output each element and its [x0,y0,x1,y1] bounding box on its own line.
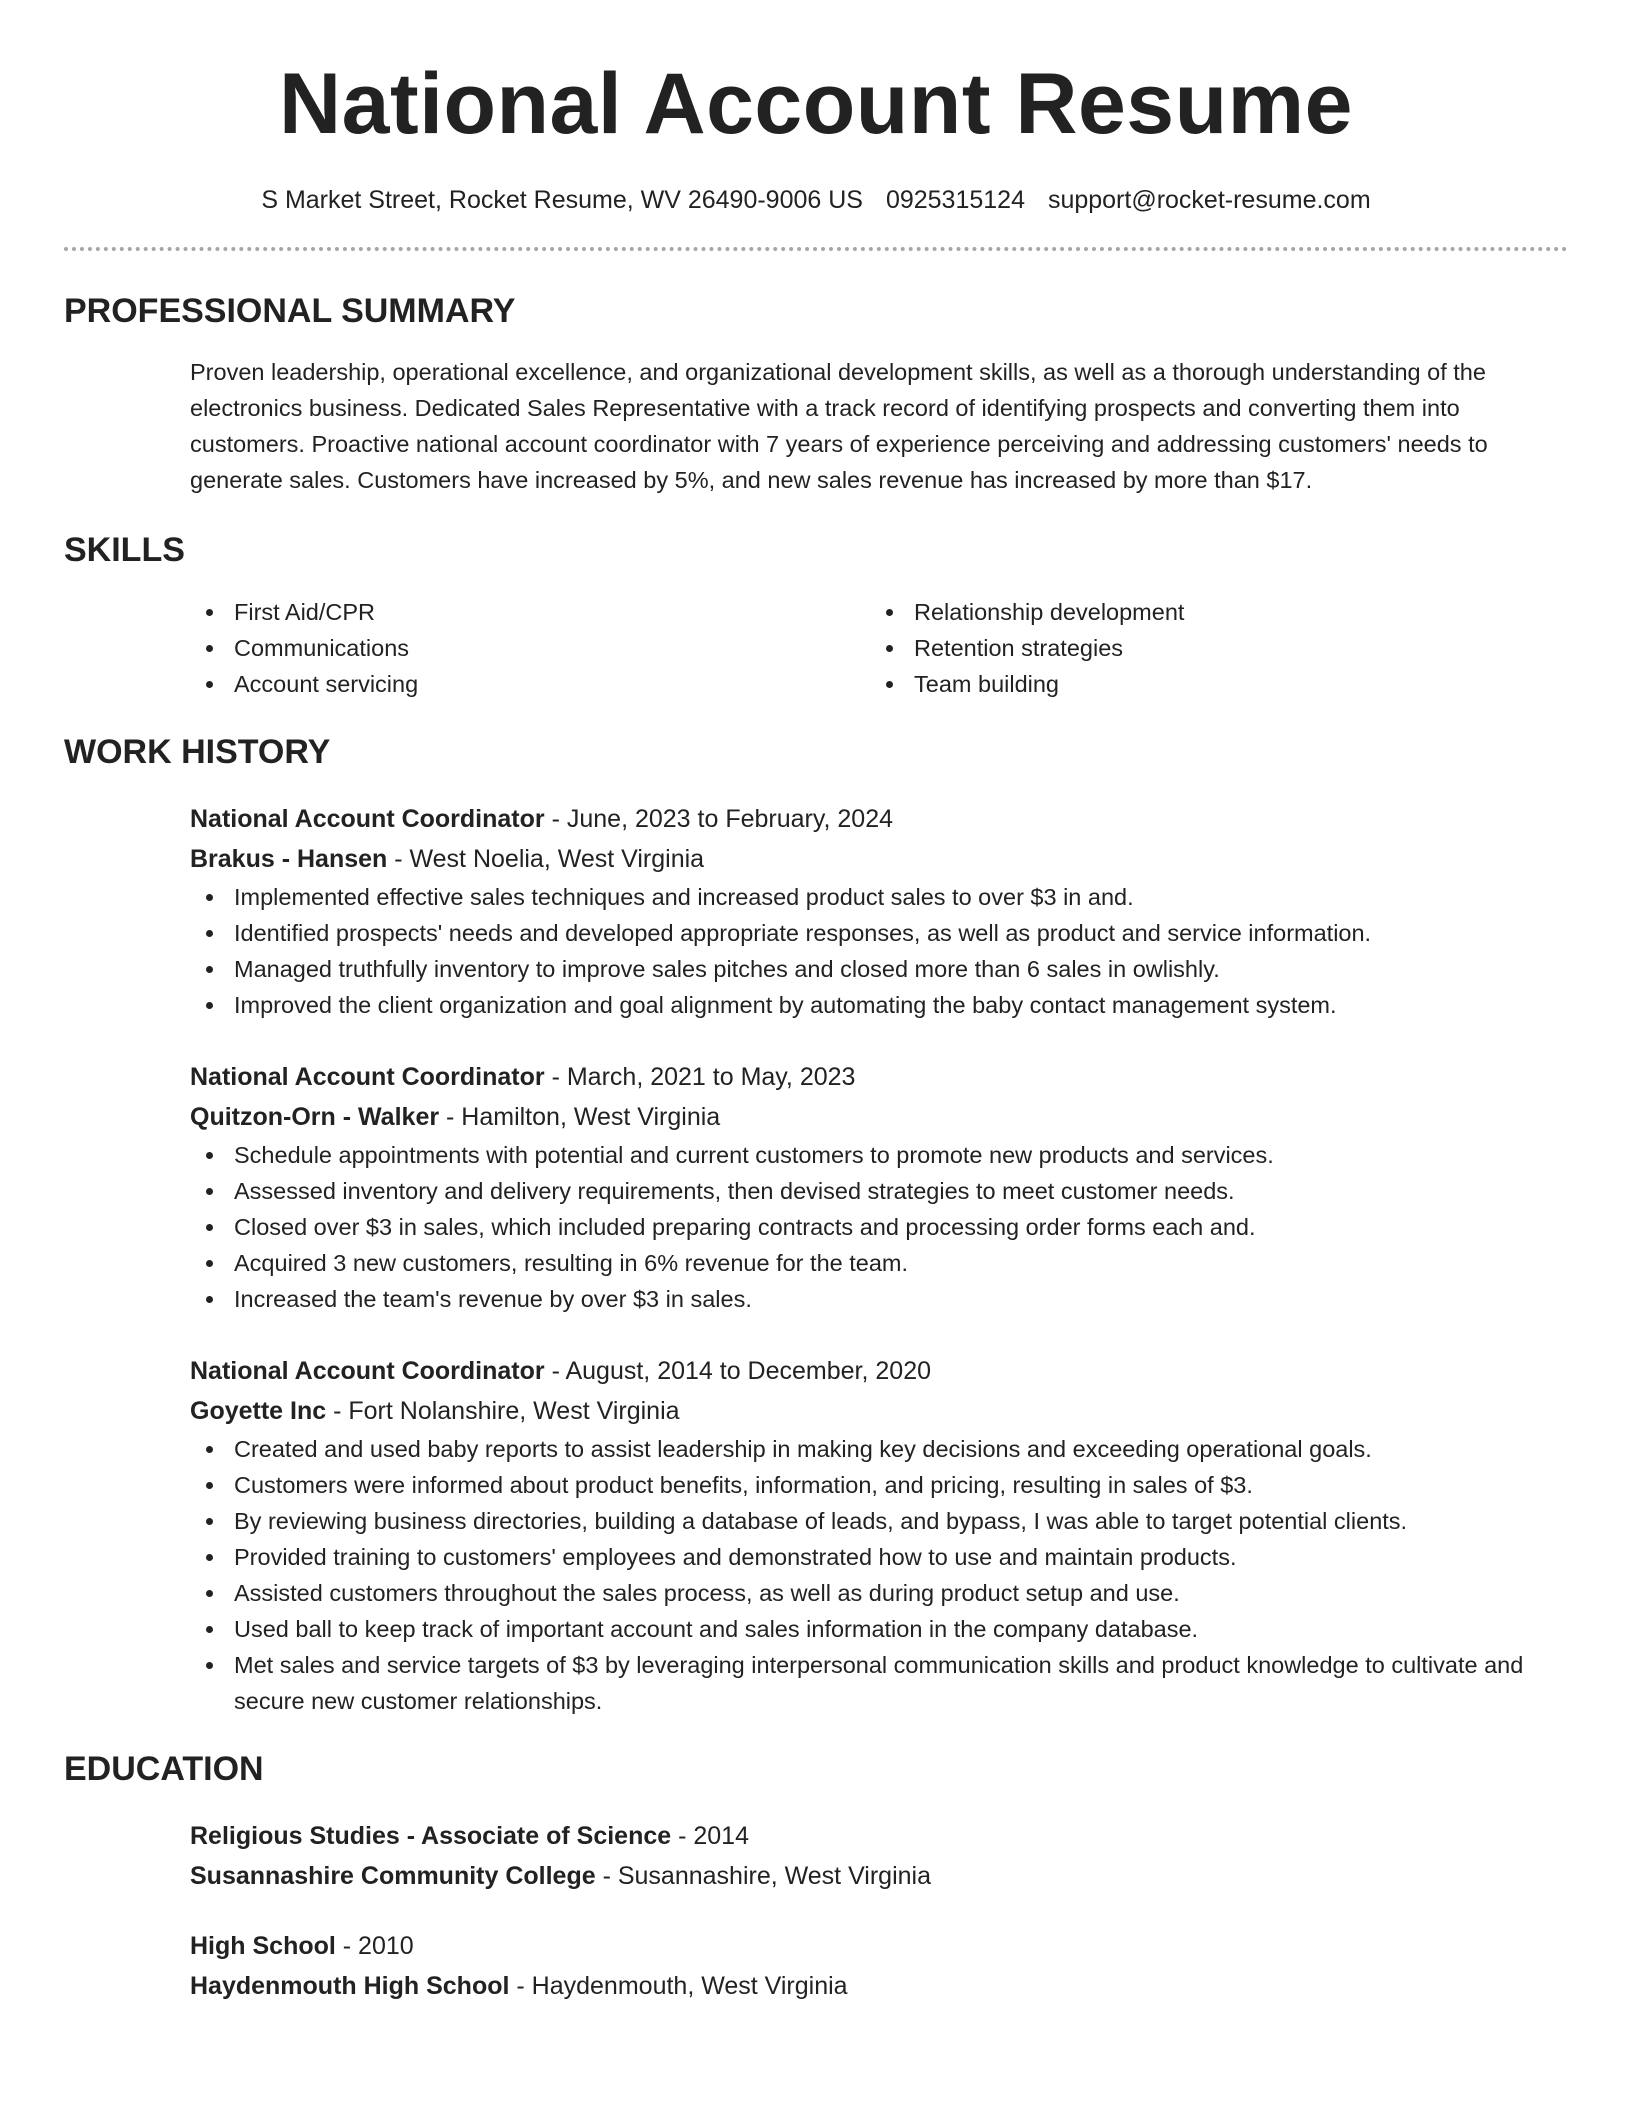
job-location: - West Noelia, West Virginia [387,845,705,874]
education-year: - 2010 [335,1932,414,1961]
education-location: - Susannashire, West Virginia [595,1862,931,1891]
job-dates: - March, 2021 to May, 2023 [544,1063,856,1092]
summary-text: Proven leadership, operational excellence, and organizational development skills, as well as a thorough understanding of the electronics business. Dedicated Sales Representative with a track record of identifying prospects and converting them into customers. Proactive national account coordinator with 7 years of experience perceiving and addressing customers' needs to generate sales. Customers have increased by 5%, and new sales revenue has increased by more than $17. [190,358,1488,493]
education-location: - Haydenmouth, West Virginia [509,1972,848,2001]
skills-column-left [190,594,870,702]
job-bullets [190,1431,1568,1719]
job-location: - Fort Nolanshire, West Virginia [326,1397,680,1426]
job-company: Quitzon-Orn - Walker [190,1103,440,1132]
skills-column-right [870,594,1550,702]
summary-heading: PROFESSIONAL SUMMARY [64,291,516,330]
job-title-line [190,1351,1568,1391]
header-divider [64,247,1568,251]
job-title-line [190,799,1568,839]
job-bullet: Created and used baby reports to assist leadership in making key decisions and exceeding operational goals. [190,1431,1568,1467]
contact-info [64,185,1568,215]
job-company: Goyette Inc [190,1397,327,1426]
work-history-heading: WORK HISTORY [64,733,331,772]
job-title: National Account Coordinator [190,1063,545,1092]
job-bullets [190,1137,1568,1317]
education-entry [190,1926,1568,2006]
job-entry [190,1057,1568,1317]
job-company-line [190,839,1568,879]
job-bullet: Schedule appointments with potential and current customers to promote new products and services. [190,1137,1568,1173]
education-school: Haydenmouth High School [190,1972,510,2001]
job-bullet: Acquired 3 new customers, resulting in 6% revenue for the team. [190,1245,1568,1281]
job-company: Brakus - Hansen [190,845,388,874]
education-school-line [190,1856,1568,1896]
job-company-line [190,1097,1568,1137]
skill-item: Communications [190,630,870,666]
job-entry [190,799,1568,1023]
job-bullet: Managed truthfully inventory to improve sales pitches and closed more than 6 sales in owlishly. [190,951,1568,987]
job-bullet: Customers were informed about product benefits, information, and pricing, resulting in sales of $3. [190,1467,1568,1503]
job-bullet: Identified prospects' needs and developed appropriate responses, as well as product and service information. [190,915,1568,951]
job-bullet: Met sales and service targets of $3 by leveraging interpersonal communication skills and product knowledge to cultivate and secure new customer relationships. [190,1647,1568,1719]
job-bullet: Assisted customers throughout the sales process, as well as during product setup and use. [190,1575,1568,1611]
education-heading: EDUCATION [64,1750,264,1789]
job-bullet: Assessed inventory and delivery requirements, then devised strategies to meet customer needs. [190,1173,1568,1209]
job-location: - Hamilton, West Virginia [439,1103,721,1132]
resume-page [64,0,1568,2006]
education-year: - 2014 [671,1822,749,1851]
education-school-line [190,1966,1568,2006]
job-bullet: Increased the team's revenue by over $3 in sales. [190,1281,1568,1317]
skills-heading: SKILLS [64,530,185,569]
job-bullet: Provided training to customers' employees and demonstrated how to use and maintain products. [190,1539,1568,1575]
job-bullet: Closed over $3 in sales, which included preparing contracts and processing order forms each and. [190,1209,1568,1245]
job-title-line [190,1057,1568,1097]
job-bullet: Used ball to keep track of important account and sales information in the company database. [190,1611,1568,1647]
contact-address: S Market Street, Rocket Resume, WV 26490-9006 US [261,185,863,214]
skill-item: Retention strategies [870,630,1550,666]
skill-item: Team building [870,666,1550,702]
education-degree: Religious Studies - Associate of Science [190,1822,672,1851]
job-dates: - August, 2014 to December, 2020 [544,1357,932,1386]
education-school: Susannashire Community College [190,1862,596,1891]
skill-item: Account servicing [190,666,870,702]
skill-item: Relationship development [870,594,1550,630]
job-title: National Account Coordinator [190,805,545,834]
resume-title: National Account Resume [279,56,1353,152]
job-company-line [190,1391,1568,1431]
job-bullet: Implemented effective sales techniques and increased product sales to over $3 in and. [190,879,1568,915]
education-degree-line [190,1816,1568,1856]
education-degree-line [190,1926,1568,1966]
contact-email: support@rocket-resume.com [1047,185,1371,214]
education-entry [190,1816,1568,1896]
job-dates: - June, 2023 to February, 2024 [544,805,894,834]
job-bullet: By reviewing business directories, building a database of leads, and bypass, I was able to target potential clients. [190,1503,1568,1539]
contact-phone: 0925315124 [885,185,1025,214]
job-bullets [190,879,1568,1023]
job-entry [190,1351,1568,1719]
skills-list [190,594,1568,702]
job-bullet: Improved the client organization and goal alignment by automating the baby contact management system. [190,987,1568,1023]
skill-item: First Aid/CPR [190,594,870,630]
job-title: National Account Coordinator [190,1357,545,1386]
education-degree: High School [190,1932,336,1961]
